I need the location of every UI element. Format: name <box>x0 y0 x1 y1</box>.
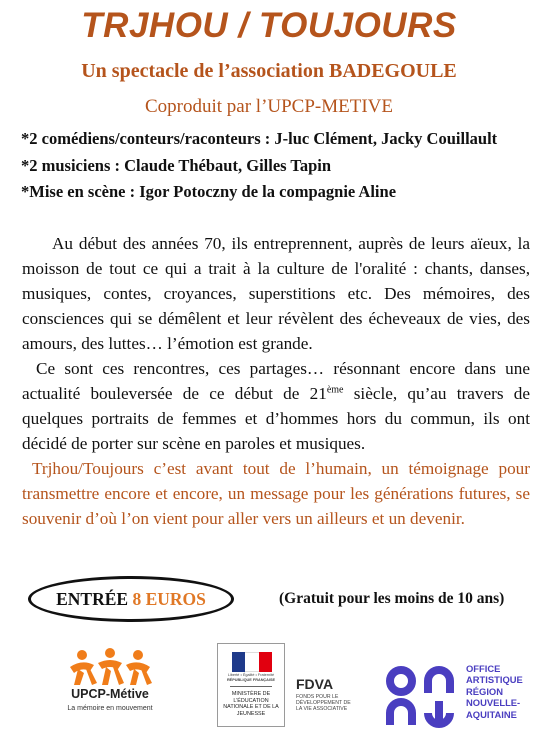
credit-actors: *2 comédiens/conteurs/raconteurs : J-luc Clément, Jacky Couillault <box>21 129 498 148</box>
free-note: (Gratuit pour les moins de 10 ans) <box>279 590 505 607</box>
coproduction-line: Coproduit par l’UPCP-METIVE <box>144 96 394 117</box>
motto-text: Liberté • Égalité • Fraternité <box>227 673 275 677</box>
oara-line-4: NOUVELLE- <box>466 697 521 709</box>
paragraph-2-start: Ce sont ces rencontres, ces partages… résonnant encore dans une actualité bouleversée de ce début de 21 <box>22 359 530 403</box>
paragraph-1: Au début des années 70, ils entreprennent, auprès de leurs aïeux, la moisson de tout ce qui a trait à la culture de l'oralité : chants, danses, musiques, contes, croyances, superstitions etc. Des mémoires, des consciences qui se démêlent et leur révèlent des écheveaux de vies, des amours, des luttes… l’émotion est grande. <box>22 234 530 353</box>
ministry-name: MINISTÈRE DE L’ÉDUCATION NATIONALE ET DE LA JEUNESSE <box>223 691 279 717</box>
paragraph-3: Trjhou/Toujours c’est avant tout de l’humain, un témoignage pour transmettre encore et encore, un message pour les générations futures, se souvenir d’où l’on vient pour aller vers un ailleurs et un devenir. <box>22 459 530 528</box>
credits-list <box>21 126 531 206</box>
entry-label: ENTRÉE <box>56 588 129 609</box>
entry-price <box>28 576 234 622</box>
credit-musicians: *2 musiciens : Claude Thébaut, Gilles Tapin <box>21 155 332 175</box>
paragraph-2 <box>22 356 530 456</box>
poster-title: TRJHOU / TOUJOURS <box>81 6 457 45</box>
upcp-logo <box>60 645 160 723</box>
upcp-name: UPCP-Métive <box>71 687 149 701</box>
credit-direction: *Mise en scène : Igor Potoczny de la compagnie Aline <box>21 182 397 201</box>
oara-text <box>466 663 538 720</box>
paragraph-2-sup: ème <box>326 384 344 396</box>
fdva-name: FDVA <box>296 676 334 692</box>
description <box>22 231 530 531</box>
oara-line-3: RÉGION <box>466 685 503 697</box>
ministry-motto <box>221 673 281 682</box>
show-subtitle: Un spectacle de l’association BADEGOULE <box>81 60 457 82</box>
french-flag-icon <box>232 652 272 672</box>
entry-amount: 8 EUROS <box>132 588 206 609</box>
republic-text: RÉPUBLIQUE FRANÇAISE <box>226 677 276 682</box>
paragraph-2-end: siècle, qu’au travers de quelques portraits de femmes et d’hommes hors du commun, ils ont décidé de porter sur scène en paroles et musiques. <box>22 384 530 453</box>
dancers-icon <box>60 645 160 689</box>
oara-mark-icon <box>384 663 460 729</box>
fdva-subtitle: FONDS POUR LE DÉVELOPPEMENT DE LA VIE ASSOCIATIVE <box>296 694 351 712</box>
ministry-divider <box>230 686 272 687</box>
ministry-logo <box>217 643 285 727</box>
oara-line-1: OFFICE <box>466 663 501 674</box>
oara-line-2: ARTISTIQUE <box>466 674 523 686</box>
upcp-tagline: La mémoire en mouvement <box>67 705 153 712</box>
oara-line-5: AQUITAINE <box>466 708 517 720</box>
